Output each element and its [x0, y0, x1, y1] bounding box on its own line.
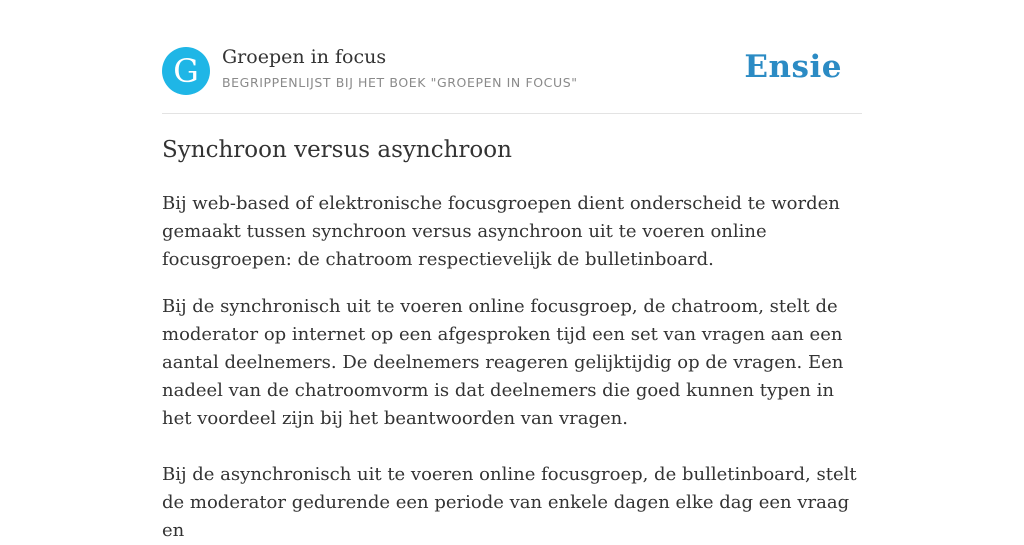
article-paragraph: Bij web-based of elektronische focusgroepen dient onderscheid te worden gemaakt tussen synchroon versus asynchroon uit te voeren online focusgroepen: de chatroom respectievelijk de bulletinboard. — [162, 193, 840, 270]
header — [162, 0, 862, 114]
article-paragraph: Bij de synchronisch uit te voeren online focusgroep, de chatroom, stelt de moderator op internet op een afgesproken tijd een set van vragen aan een aantal deelnemers. De deelnemers reageren gelijktijdig op de vragen. Een nadeel van de chatroomvorm is dat deelnemers die goed kunnen typen in het voordeel zijn bij het beantwoorden van vragen. — [162, 296, 844, 429]
book-title[interactable]: Groepen in focus — [222, 46, 387, 68]
book-avatar[interactable]: G — [162, 47, 210, 95]
article-title: Synchroon versus asynchroon — [162, 137, 512, 163]
article-paragraph: Bij de asynchronisch uit te voeren online focusgroep, de bulletinboard, stelt de moderator gedurende een periode van enkele dagen elke dag een vraag en — [162, 464, 857, 541]
ensie-logo[interactable]: Ensie — [744, 49, 842, 85]
book-subtitle: BEGRIPPENLIJST BIJ HET BOEK "GROEPEN IN FOCUS" — [222, 75, 578, 90]
page — [162, 0, 862, 541]
